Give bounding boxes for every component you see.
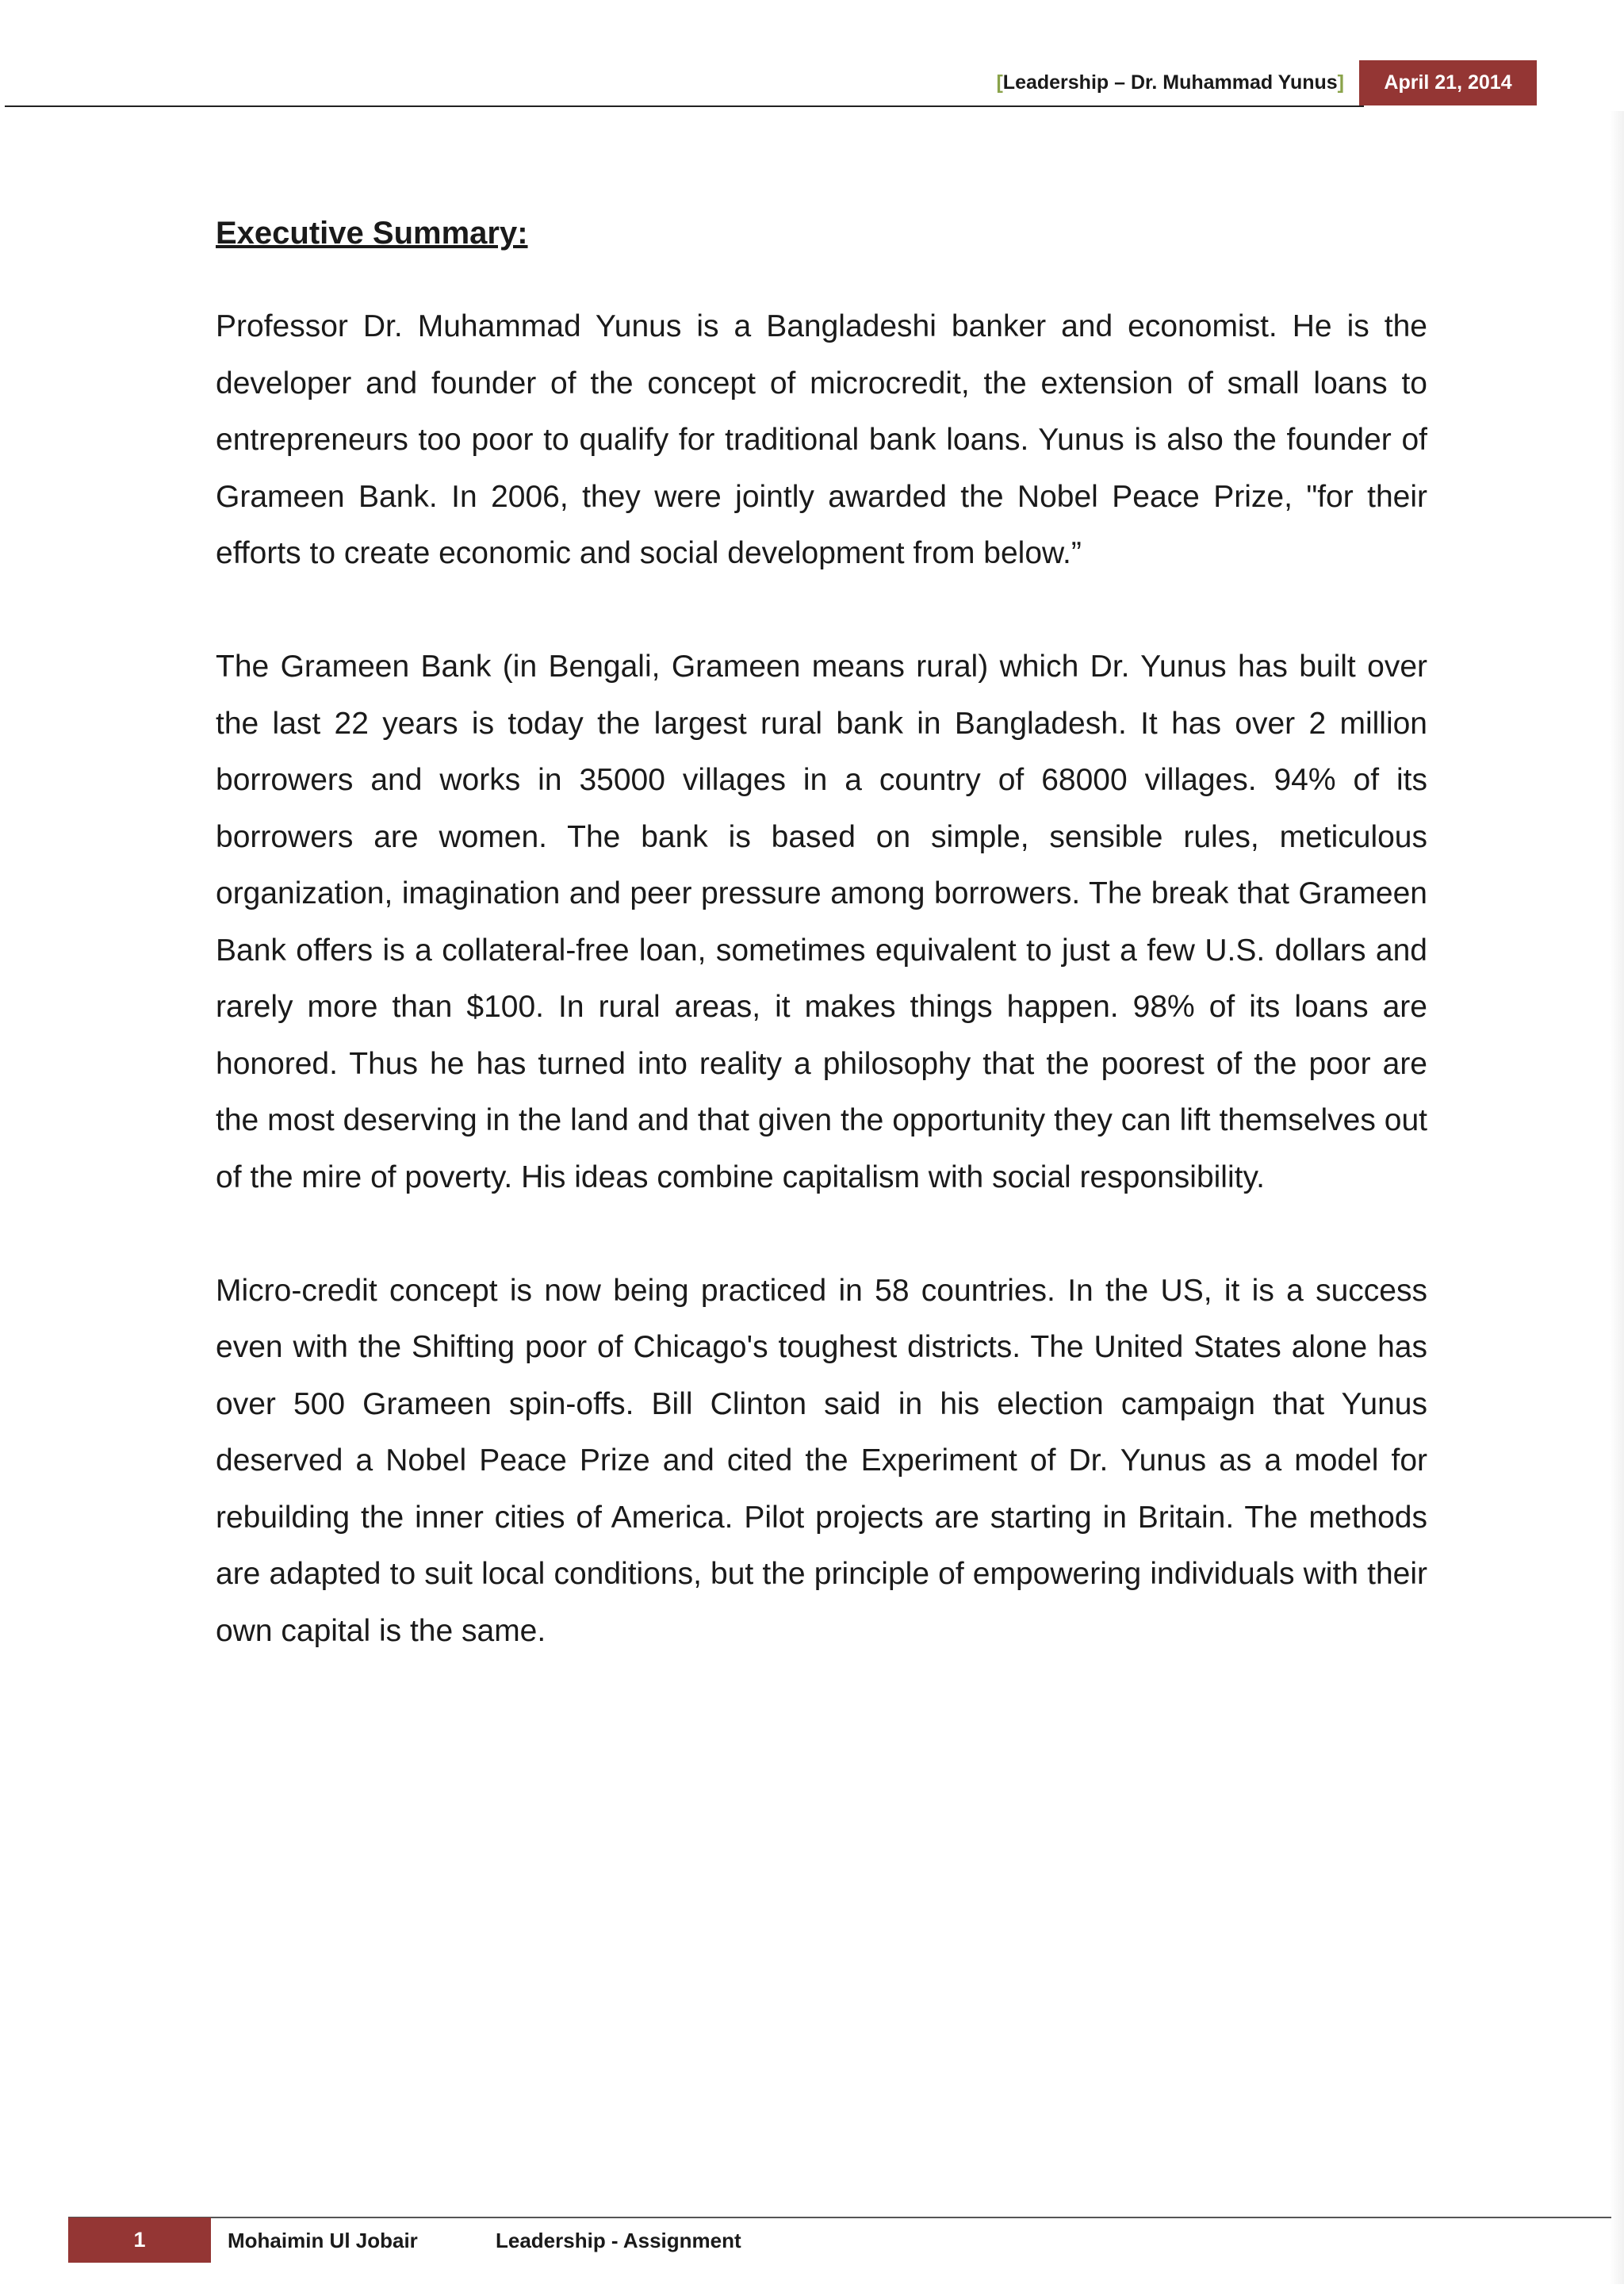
header-divider [5,105,1364,107]
header-bracket-close: ] [1337,71,1344,94]
footer-course: Leadership - Assignment [496,2229,741,2252]
header-bracket-open: [ [996,71,1003,94]
paragraph-micro-credit: Micro-credit concept is now being practiced in 58 countries. In the US, it is a success even with the Shifting poor of Chicago's toughest districts. The United States alone has over 500 Grameen spin-offs. Bill Clinton said in his election campaign that Yunus deserved a Nobel Peace Prize and cited the Experiment of Dr. Yunus as a model for rebuilding the inner cities of America. Pilot projects are starting in Britain. The methods are adapted to suit local conditions, but the principle of empowering individuals with their own capital is the same. [216,1273,1427,1648]
header-date-badge: April 21, 2014 [1359,60,1537,105]
paragraph-grameen-bank: The Grameen Bank (in Bengali, Grameen means rural) which Dr. Yunus has built over the last 22 years is today the largest rural bank in Bangladesh. It has over 2 million borrowers and works in 35000 villages in a country of 68000 villages. 94% of its borrowers are women. The bank is based on simple, sensible rules, meticulous organization, imagination and peer pressure among borrowers. The break that Grameen Bank offers is a collateral-free loan, sometimes equivalent to just a few U.S. dollars and rarely more than $100. In rural areas, it makes things happen. 98% of its loans are honored. Thus he has turned into reality a philosophy that the poorest of the poor are the most deserving in the land and that given the opportunity they can lift themselves out of the mire of poverty. His ideas combine capitalism with social responsibility. [216,650,1427,1194]
header-title [996,71,1344,94]
footer-author: Mohaimin Ul Jobair [228,2229,418,2252]
document-body [216,214,1427,1716]
section-heading: Executive Summary: [216,216,528,251]
footer-page-number: 1 [68,2217,211,2263]
header-title-text: Leadership – Dr. Muhammad Yunus [1002,71,1338,94]
paragraph-intro: Professor Dr. Muhammad Yunus is a Bangladeshi banker and economist. He is the developer and founder of the concept of microcredit, the extension of small loans to entrepreneurs too poor to qualify for traditional bank loans. Yunus is also the founder of Grameen Bank. In 2006, they were jointly awarded the Nobel Peace Prize, "for their efforts to create economic and social development from below.” [216,309,1427,570]
page-edge-shadow [1610,111,1624,2284]
footer-divider [68,2217,1611,2218]
